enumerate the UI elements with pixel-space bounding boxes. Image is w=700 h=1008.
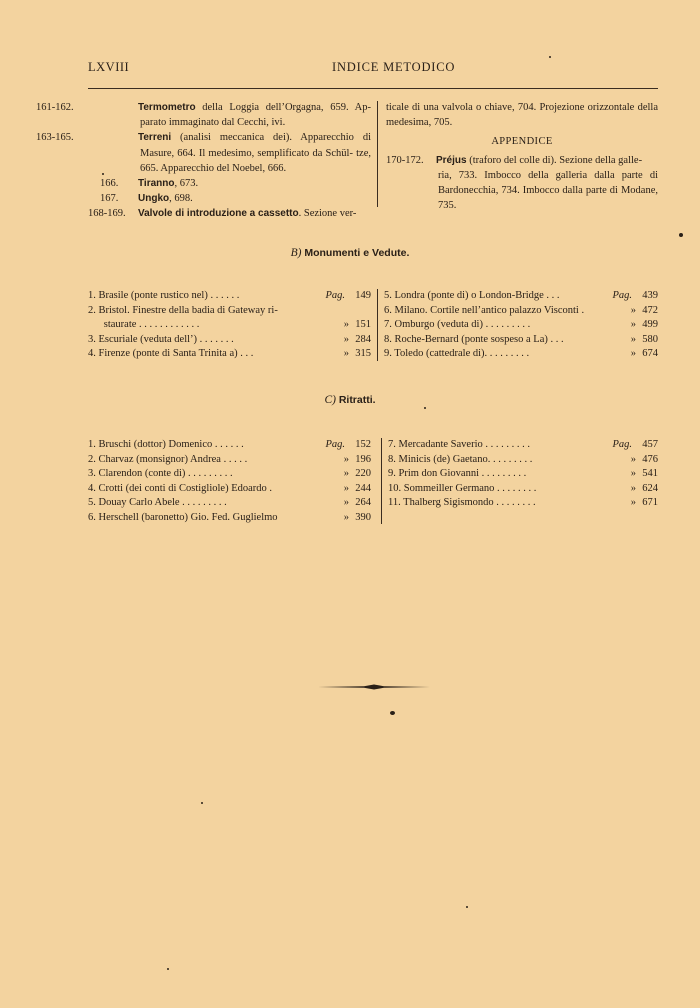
index-left-column <box>36 100 371 222</box>
column-divider <box>377 289 378 361</box>
list-item: 9. Prim don Giovanni . . . . . . . . . » 541 <box>388 468 658 480</box>
section-b-right-list <box>384 289 658 362</box>
ornament-rule-icon <box>318 684 430 690</box>
section-b-heading: B) Monumenti e Vedute. <box>290 247 410 259</box>
column-divider <box>377 101 378 207</box>
ink-speck <box>549 56 551 58</box>
ink-speck <box>102 173 104 175</box>
index-entry-continuation: ria, 733. Imbocco della galleria dalla parte di Bardonecchia, 734. Imbocco dalla parte di Modane, 735. <box>438 169 658 212</box>
index-entry: 168-169. Valvole di introduzione a cassetto. Sezione ver- <box>88 208 357 220</box>
index-entry: 161-162. Termometro della Loggia dell’Orgagna, 659. Ap- parato immaginato dal Cecchi, ivi. <box>36 102 371 129</box>
list-item: 10. Sommeiller Germano . . . . . . . . » 624 <box>388 482 658 494</box>
section-c-right-list <box>388 438 658 511</box>
page-number: LXVIII <box>88 60 130 74</box>
list-item: 11. Thalberg Sigismondo . . . . . . . . » 671 <box>388 497 658 509</box>
section-b-left-list <box>88 289 371 362</box>
list-item: 8. Roche-Bernard (ponte sospeso a La) . . . » 580 <box>384 333 658 345</box>
ink-speck <box>167 968 169 970</box>
index-entry-continuation: ticale di una valvola o chiave, 704. Projezione orizzontale della medesima, 705. <box>386 102 658 129</box>
appendix-heading: APPENDICE <box>491 136 553 148</box>
header-rule <box>88 88 658 89</box>
index-entry: 166. Tiranno, 673. <box>100 178 199 190</box>
ink-speck <box>201 802 203 804</box>
index-right-column <box>386 100 658 213</box>
list-item: 4. Crotti (dei conti di Costigliole) Edoardo . » 244 <box>88 482 371 494</box>
section-c-left-list <box>88 438 371 526</box>
index-entry: 167. Ungko, 698. <box>100 193 193 205</box>
list-item: 4. Firenze (ponte di Santa Trinita a) . . . » 315 <box>88 348 371 360</box>
running-title: INDICE METODICO <box>332 60 456 74</box>
ink-speck <box>424 407 426 409</box>
column-divider <box>381 438 382 524</box>
list-item: 3. Escuriale (veduta dell’) . . . . . . . » 284 <box>88 333 371 345</box>
list-item: 9. Toledo (cattedrale di). . . . . . . . . » 674 <box>384 348 658 360</box>
list-item: staurate . . . . . . . . . . . . » 151 <box>88 319 371 331</box>
list-item: 1. Brasile (ponte rustico nel) . . . . . . Pag. 149 <box>88 290 371 301</box>
list-item: 1. Bruschi (dottor) Domenico . . . . . . Pag. 152 <box>88 439 371 450</box>
ink-speck <box>466 906 468 908</box>
list-item: 5. Londra (ponte di) o London-Bridge . . . Pag. 439 <box>384 290 658 301</box>
list-item: 7. Mercadante Saverio . . . . . . . . . Pag. 457 <box>388 439 658 450</box>
ink-speck <box>679 233 683 237</box>
page-header <box>88 60 658 80</box>
list-item: 8. Minicis (de) Gaetano. . . . . . . . . » 476 <box>388 453 658 465</box>
list-item: 6. Milano. Cortile nell’antico palazzo Visconti . » 472 <box>384 304 658 316</box>
index-entry: 170-172. Préjus (traforo del colle di). Sezione della galle- <box>386 154 643 166</box>
list-item: 5. Douay Carlo Abele . . . . . . . . . » 264 <box>88 497 371 509</box>
list-item: 2. Bristol. Finestre della badia di Gateway ri- <box>88 304 278 316</box>
index-entry: 163-165. Terreni (analisi meccanica dei). Apparecchio di Masure, 664. Il medesimo, semplificato da Schül- tze, 665. Apparecchio del Noebel, 666. <box>36 132 371 174</box>
ink-speck <box>390 711 395 715</box>
list-item: 7. Omburgo (veduta di) . . . . . . . . . » 499 <box>384 319 658 331</box>
list-item: 6. Herschell (baronetto) Gio. Fed. Guglielmo » 390 <box>88 511 371 523</box>
list-item: 3. Clarendon (conte di) . . . . . . . . . » 220 <box>88 468 371 480</box>
section-c-heading: C) Ritratti. <box>324 394 376 406</box>
list-item: 2. Charvaz (monsignor) Andrea . . . . . » 196 <box>88 453 371 465</box>
